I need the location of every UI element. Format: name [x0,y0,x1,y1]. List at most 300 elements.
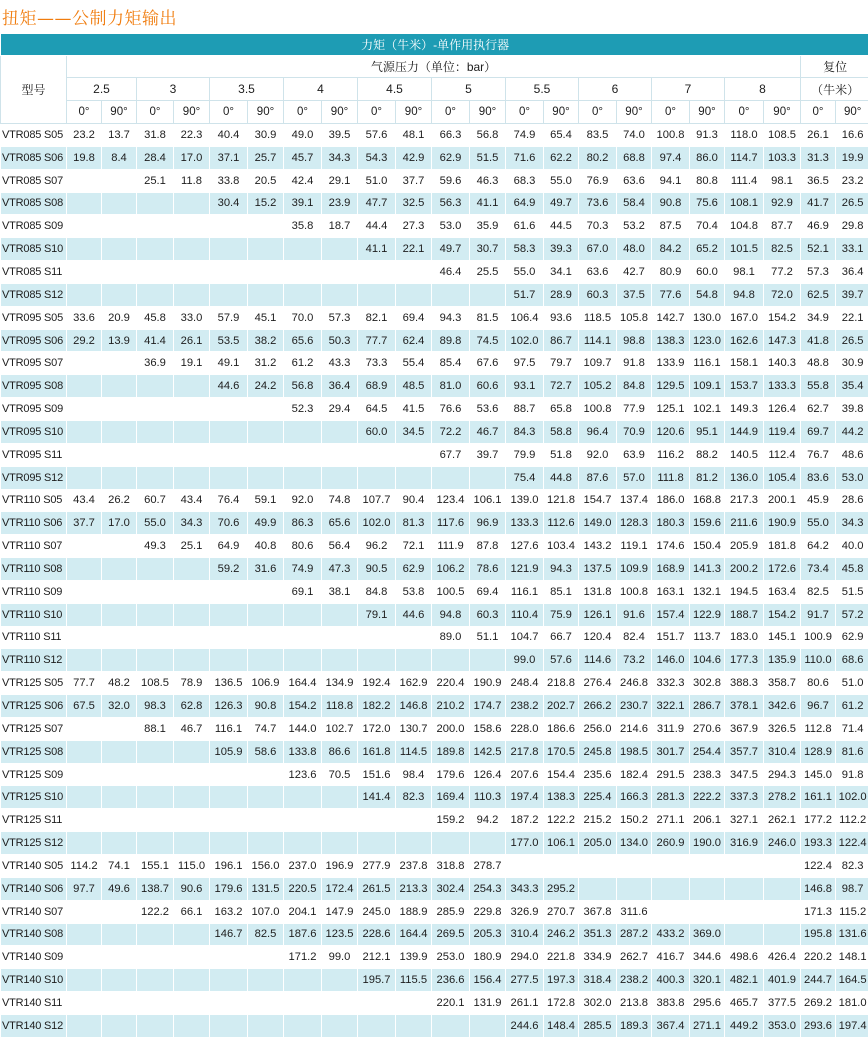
torque-value-cell [322,238,358,261]
torque-value-cell: 77.7 [67,672,102,695]
torque-value-cell [432,832,470,855]
model-cell: VTR095 S10 [1,420,67,443]
torque-value-cell [174,192,210,215]
torque-value-cell: 137.5 [579,558,617,581]
torque-value-cell [652,877,690,900]
torque-value-cell: 57.6 [358,124,396,147]
torque-value-cell: 54.3 [358,146,396,169]
torque-value-cell: 63.9 [617,443,652,466]
torque-value-cell: 188.9 [396,900,432,923]
torque-value-cell: 109.9 [617,558,652,581]
torque-value-cell [102,809,137,832]
torque-value-cell: 204.1 [284,900,322,923]
torque-value-cell [137,443,174,466]
torque-value-cell [137,192,174,215]
torque-value-cell [210,215,248,238]
torque-value-cell [725,877,764,900]
torque-value-cell: 35.9 [470,215,506,238]
torque-value-cell: 94.8 [725,283,764,306]
torque-value-cell: 141.4 [358,786,396,809]
torque-value-cell: 246.0 [764,832,801,855]
torque-value-cell: 36.5 [801,169,836,192]
torque-value-cell [432,283,470,306]
torque-value-cell: 40.4 [210,124,248,147]
angle-90-header: 90° [102,101,137,124]
torque-value-cell [102,238,137,261]
torque-value-cell [725,923,764,946]
torque-value-cell: 426.4 [764,946,801,969]
torque-value-cell: 139.9 [396,946,432,969]
torque-value-cell [432,649,470,672]
torque-value-cell [67,1014,102,1037]
torque-value-cell: 82.3 [396,786,432,809]
torque-value-cell: 52.3 [284,398,322,421]
torque-value-cell [470,832,506,855]
torque-value-cell: 108.1 [725,192,764,215]
torque-value-cell [67,261,102,284]
pressure-column-header: 8 [725,78,801,101]
torque-value-cell [248,763,284,786]
torque-value-cell [102,900,137,923]
torque-value-cell: 164.4 [396,923,432,946]
pressure-column-header: 2.5 [67,78,137,101]
torque-value-cell: 172.4 [322,877,358,900]
torque-value-cell: 35.8 [284,215,322,238]
torque-value-cell: 122.2 [544,809,579,832]
torque-value-cell: 295.2 [544,877,579,900]
model-cell: VTR140 S06 [1,877,67,900]
torque-value-cell: 34.1 [544,261,579,284]
torque-value-cell [396,992,432,1015]
model-cell: VTR140 S05 [1,855,67,878]
torque-value-cell: 30.4 [210,192,248,215]
torque-value-cell [322,969,358,992]
table-row [1,215,868,238]
angle-0-header: 0° [210,101,248,124]
torque-value-cell [248,466,284,489]
torque-value-cell [137,215,174,238]
torque-value-cell [358,283,396,306]
torque-value-cell [137,832,174,855]
torque-value-cell: 291.5 [652,763,690,786]
torque-value-cell: 134.9 [322,672,358,695]
torque-value-cell: 40.8 [248,535,284,558]
torque-value-cell [396,443,432,466]
torque-value-cell: 76.7 [801,443,836,466]
torque-value-cell: 53.0 [836,466,868,489]
torque-value-cell: 89.0 [432,626,470,649]
torque-value-cell: 120.4 [579,626,617,649]
torque-value-cell [67,717,102,740]
torque-value-cell: 327.1 [725,809,764,832]
torque-value-cell [102,1014,137,1037]
model-cell: VTR095 S08 [1,375,67,398]
model-cell: VTR110 S07 [1,535,67,558]
model-cell: VTR110 S11 [1,626,67,649]
torque-value-cell [248,443,284,466]
torque-value-cell: 45.7 [284,146,322,169]
torque-value-cell: 91.7 [801,603,836,626]
torque-value-cell [284,283,322,306]
table-row [1,717,868,740]
torque-value-cell [137,603,174,626]
torque-value-cell: 102.0 [358,512,396,535]
table-row [1,124,868,147]
torque-value-cell [137,238,174,261]
torque-value-cell: 51.0 [358,169,396,192]
torque-value-cell [396,809,432,832]
torque-value-cell: 169.4 [432,786,470,809]
angle-0-header: 0° [67,101,102,124]
torque-value-cell: 75.6 [690,192,725,215]
torque-value-cell: 68.6 [836,649,868,672]
torque-value-cell: 73.6 [579,192,617,215]
table-row [1,466,868,489]
torque-value-cell: 104.6 [690,649,725,672]
torque-value-cell: 195.8 [801,923,836,946]
torque-value-cell: 13.7 [102,124,137,147]
torque-value-cell: 40.0 [836,535,868,558]
torque-value-cell [322,603,358,626]
angle-0-header: 0° [652,101,690,124]
torque-value-cell: 82.5 [248,923,284,946]
torque-value-cell: 105.4 [764,466,801,489]
torque-value-cell: 91.3 [690,124,725,147]
torque-value-cell: 135.9 [764,649,801,672]
torque-value-cell [210,466,248,489]
torque-value-cell [174,740,210,763]
torque-value-cell: 100.9 [801,626,836,649]
torque-value-cell: 245.0 [358,900,396,923]
torque-value-cell: 133.3 [506,512,544,535]
torque-value-cell: 62.8 [174,695,210,718]
torque-value-cell: 53.8 [396,580,432,603]
torque-value-cell: 80.9 [652,261,690,284]
torque-value-cell [248,626,284,649]
torque-value-cell [174,1014,210,1037]
torque-value-cell [102,261,137,284]
torque-value-cell: 115.0 [174,855,210,878]
torque-value-cell: 238.2 [506,695,544,718]
angle-0-header: 0° [358,101,396,124]
torque-value-cell [690,855,725,878]
torque-value-cell: 164.4 [284,672,322,695]
torque-value-cell [174,558,210,581]
torque-value-cell: 44.4 [358,215,396,238]
torque-value-cell [67,215,102,238]
torque-value-cell: 25.7 [248,146,284,169]
torque-value-cell: 75.9 [544,603,579,626]
torque-value-cell: 60.3 [579,283,617,306]
torque-value-cell: 74.9 [284,558,322,581]
torque-value-cell: 96.4 [579,420,617,443]
torque-value-cell: 45.8 [836,558,868,581]
torque-value-cell: 39.7 [470,443,506,466]
torque-value-cell [67,558,102,581]
torque-value-cell: 79.1 [358,603,396,626]
torque-value-cell: 122.4 [836,832,868,855]
torque-value-cell: 121.8 [544,489,579,512]
torque-value-cell [67,238,102,261]
torque-value-cell: 197.4 [836,1014,868,1037]
torque-value-cell: 55.4 [396,352,432,375]
table-row [1,489,868,512]
torque-value-cell: 229.8 [470,900,506,923]
angle-90-header: 90° [690,101,725,124]
torque-value-cell: 248.4 [506,672,544,695]
torque-value-cell: 92.9 [764,192,801,215]
torque-value-cell: 36.9 [137,352,174,375]
torque-value-cell: 49.6 [102,877,137,900]
torque-value-cell: 116.2 [652,443,690,466]
torque-value-cell: 161.8 [358,740,396,763]
torque-value-cell: 82.4 [617,626,652,649]
torque-value-cell: 111.8 [652,466,690,489]
table-row [1,558,868,581]
torque-value-cell: 80.8 [690,169,725,192]
torque-value-cell: 44.8 [544,466,579,489]
torque-value-cell [284,626,322,649]
torque-value-cell [137,626,174,649]
torque-value-cell [137,261,174,284]
torque-value-cell [102,169,137,192]
torque-value-cell: 106.1 [470,489,506,512]
torque-value-cell [284,786,322,809]
torque-value-cell: 84.8 [358,580,396,603]
torque-value-cell: 156.0 [248,855,284,878]
torque-value-cell [322,649,358,672]
model-cell: VTR110 S08 [1,558,67,581]
torque-value-cell: 85.1 [544,580,579,603]
torque-value-cell: 318.8 [432,855,470,878]
pressure-header: 气源压力（单位：bar） [67,56,801,78]
model-cell: VTR095 S12 [1,466,67,489]
torque-value-cell: 111.4 [725,169,764,192]
torque-value-cell: 367.4 [652,1014,690,1037]
torque-value-cell: 29.2 [67,329,102,352]
torque-value-cell: 47.7 [358,192,396,215]
torque-value-cell: 59.1 [248,489,284,512]
torque-value-cell [102,969,137,992]
torque-value-cell: 146.7 [210,923,248,946]
torque-value-cell: 58.6 [248,740,284,763]
torque-value-cell [248,580,284,603]
torque-value-cell: 91.8 [617,352,652,375]
torque-value-cell: 53.0 [432,215,470,238]
torque-value-cell: 131.9 [470,992,506,1015]
torque-value-cell: 134.0 [617,832,652,855]
torque-value-cell: 8.4 [102,146,137,169]
torque-value-cell [67,352,102,375]
torque-value-cell: 43.4 [174,489,210,512]
torque-value-cell: 163.1 [652,580,690,603]
torque-value-cell: 96.7 [801,695,836,718]
torque-value-cell: 167.0 [725,306,764,329]
torque-value-cell: 61.6 [506,215,544,238]
torque-value-cell [174,946,210,969]
torque-value-cell: 57.3 [801,261,836,284]
torque-value-cell: 131.5 [248,877,284,900]
torque-value-cell [174,443,210,466]
torque-value-cell: 49.0 [284,124,322,147]
torque-value-cell: 200.2 [725,558,764,581]
table-row [1,603,868,626]
torque-value-cell: 81.2 [690,466,725,489]
torque-value-cell: 39.5 [322,124,358,147]
torque-value-cell: 87.7 [764,215,801,238]
torque-value-cell: 37.7 [67,512,102,535]
torque-value-cell: 96.9 [470,512,506,535]
torque-value-cell [210,238,248,261]
torque-value-cell [210,443,248,466]
torque-value-cell: 150.4 [690,535,725,558]
torque-value-cell: 94.2 [470,809,506,832]
torque-value-cell: 138.3 [652,329,690,352]
model-cell: VTR110 S09 [1,580,67,603]
torque-value-cell: 114.2 [67,855,102,878]
torque-value-cell: 48.5 [396,375,432,398]
torque-value-cell [67,603,102,626]
torque-value-cell: 187.6 [284,923,322,946]
torque-value-cell [210,283,248,306]
torque-value-cell: 26.1 [174,329,210,352]
torque-value-cell: 31.8 [137,124,174,147]
torque-value-cell: 97.5 [506,352,544,375]
torque-value-cell: 51.1 [470,626,506,649]
torque-value-cell [174,832,210,855]
torque-value-cell: 179.6 [432,763,470,786]
torque-value-cell [725,900,764,923]
torque-value-cell: 149.0 [579,512,617,535]
torque-value-cell: 166.3 [617,786,652,809]
torque-value-cell: 190.9 [470,672,506,695]
torque-value-cell [137,763,174,786]
torque-value-cell: 295.6 [690,992,725,1015]
table-row [1,695,868,718]
torque-value-cell: 106.2 [432,558,470,581]
torque-value-cell: 205.3 [470,923,506,946]
torque-value-cell [67,969,102,992]
torque-value-cell: 100.5 [432,580,470,603]
torque-value-cell: 112.6 [544,512,579,535]
torque-value-cell: 171.2 [284,946,322,969]
torque-value-cell: 60.0 [690,261,725,284]
torque-value-cell: 197.4 [506,786,544,809]
torque-value-cell: 51.5 [470,146,506,169]
torque-value-cell [67,535,102,558]
torque-value-cell [284,443,322,466]
torque-value-cell: 102.0 [506,329,544,352]
torque-value-cell [137,786,174,809]
torque-value-cell: 162.6 [725,329,764,352]
torque-value-cell: 126.1 [579,603,617,626]
torque-value-cell [358,649,396,672]
torque-value-cell: 351.3 [579,923,617,946]
torque-value-cell [102,832,137,855]
angle-0-header: 0° [801,101,836,124]
torque-value-cell: 67.5 [67,695,102,718]
torque-value-cell [102,923,137,946]
model-cell: VTR140 S10 [1,969,67,992]
torque-value-cell [102,626,137,649]
torque-value-cell: 23.9 [322,192,358,215]
model-cell: VTR095 S05 [1,306,67,329]
torque-value-cell: 105.9 [210,740,248,763]
torque-value-cell: 277.9 [358,855,396,878]
torque-value-cell: 51.7 [506,283,544,306]
model-cell: VTR085 S12 [1,283,67,306]
torque-value-cell: 38.2 [248,329,284,352]
model-cell: VTR125 S10 [1,786,67,809]
torque-value-cell: 80.6 [801,672,836,695]
torque-value-cell: 20.5 [248,169,284,192]
torque-value-cell: 62.5 [801,283,836,306]
torque-value-cell: 182.2 [358,695,396,718]
torque-value-cell [617,855,652,878]
model-cell: VTR085 S09 [1,215,67,238]
torque-value-cell: 39.7 [836,283,868,306]
torque-value-cell [67,649,102,672]
torque-value-cell [102,558,137,581]
torque-value-cell: 80.2 [579,146,617,169]
torque-value-cell: 61.2 [284,352,322,375]
torque-value-cell [174,809,210,832]
torque-value-cell: 87.8 [470,535,506,558]
torque-value-cell: 71.4 [836,717,868,740]
torque-value-cell [67,832,102,855]
torque-value-cell: 119.1 [617,535,652,558]
torque-value-cell: 118.5 [579,306,617,329]
torque-value-cell: 302.0 [579,992,617,1015]
torque-value-cell: 55.0 [801,512,836,535]
torque-value-cell: 19.9 [836,146,868,169]
angle-90-header: 90° [764,101,801,124]
torque-value-cell: 74.9 [506,124,544,147]
torque-value-cell [137,992,174,1015]
torque-value-cell: 75.4 [506,466,544,489]
torque-value-cell: 31.3 [801,146,836,169]
torque-value-cell: 245.8 [579,740,617,763]
table-main-header: 力矩（牛米）-单作用执行器 [1,34,868,56]
torque-value-cell [137,398,174,421]
torque-value-cell [102,740,137,763]
torque-value-cell: 196.1 [210,855,248,878]
torque-value-cell: 63.6 [579,261,617,284]
torque-value-cell: 70.6 [210,512,248,535]
torque-value-cell [248,809,284,832]
torque-value-cell: 56.8 [470,124,506,147]
torque-value-cell: 68.3 [506,169,544,192]
torque-value-cell: 31.6 [248,558,284,581]
angle-0-header: 0° [725,101,764,124]
torque-value-cell: 163.2 [210,900,248,923]
torque-value-cell: 17.0 [102,512,137,535]
torque-value-cell: 35.4 [836,375,868,398]
torque-value-cell: 168.9 [652,558,690,581]
torque-value-cell: 294.0 [506,946,544,969]
torque-value-cell [470,283,506,306]
torque-value-cell: 401.9 [764,969,801,992]
pressure-column-header: 5 [432,78,506,101]
torque-value-cell: 246.2 [544,923,579,946]
torque-value-cell [210,809,248,832]
torque-value-cell [470,466,506,489]
torque-value-cell: 189.3 [617,1014,652,1037]
torque-value-cell: 65.6 [284,329,322,352]
torque-value-cell: 86.7 [544,329,579,352]
torque-value-cell: 148.4 [544,1014,579,1037]
torque-value-cell: 41.7 [801,192,836,215]
